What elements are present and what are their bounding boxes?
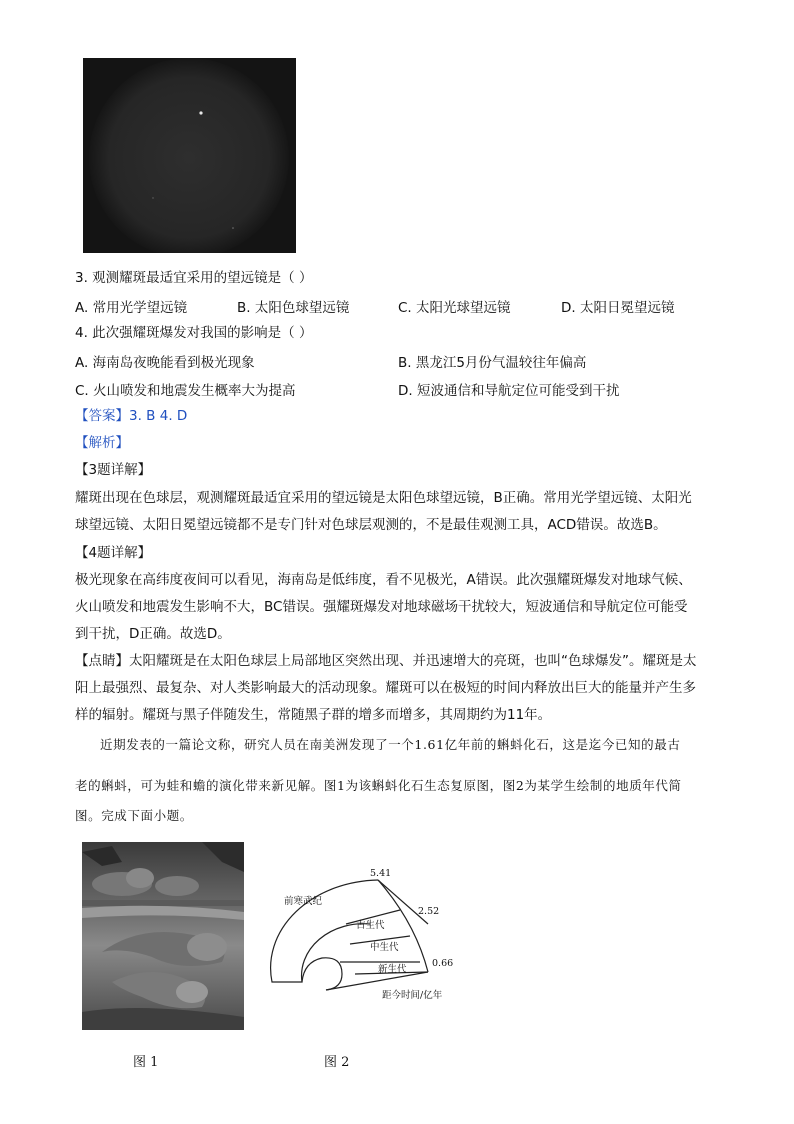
solar-flare-image xyxy=(83,58,296,253)
spiral-right-edge xyxy=(378,880,428,972)
q3-detail-title: 【3题详解】 xyxy=(75,462,152,478)
era-label-mesozoic: 中生代 xyxy=(370,942,399,953)
q4-option-d: D. 短波通信和导航定位可能受到干扰 xyxy=(398,383,620,399)
tadpole-fossil-reconstruction-image xyxy=(82,842,244,1030)
q3-question: 3. 观测耀斑最适宜采用的望远镜是（ ） xyxy=(75,270,313,286)
q4-option-b: B. 黑龙江5月份气温较往年偏高 xyxy=(398,355,587,371)
boundary-541 xyxy=(378,880,428,924)
passage-line: 图。完成下面小题。 xyxy=(75,808,193,823)
tip-line-1 xyxy=(75,651,697,671)
q4-detail-title: 【4题详解】 xyxy=(75,545,152,561)
passage-line: 老的蝌蚪，可为蛙和蟾的演化带来新见解。图1为该蝌蚪化石生态复原图，图2为某学生绘制的地质年代简 xyxy=(75,778,682,793)
q4-option-a: A. 海南岛夜晚能看到极光现象 xyxy=(75,355,255,371)
figure-1-caption: 图 1 xyxy=(133,1055,159,1070)
q3-option-b: B. 太阳色球望远镜 xyxy=(237,300,350,316)
q3-option-c: C. 太阳光球望远镜 xyxy=(398,300,511,316)
q4-detail-line: 到干扰，D正确。故选D。 xyxy=(75,626,231,642)
q3-option-d: D. 太阳日冕望远镜 xyxy=(561,300,675,316)
time-value-541: 5.41 xyxy=(370,868,392,879)
tip-label: 【点睛】 xyxy=(75,653,129,669)
q4-option-c: C. 火山喷发和地震发生概率大为提高 xyxy=(75,383,296,399)
q4-question: 4. 此次强耀斑爆发对我国的影响是（ ） xyxy=(75,325,313,341)
time-value-066: 0.66 xyxy=(432,958,454,969)
era-label-precambrian: 前寒武纪 xyxy=(284,896,323,907)
era-label-cenozoic: 新生代 xyxy=(378,964,407,975)
tip-text: 太阳耀斑是在太阳色球层上局部地区突然出现、并迅速增大的亮斑，也叫“色球爆发”。耀斑是太 xyxy=(129,653,697,669)
q4-detail-line: 极光现象在高纬度夜间可以看见，海南岛是低纬度，看不见极光，A错误。此次强耀斑爆发对地球气候、 xyxy=(75,572,692,588)
q3-detail-line: 球望远镜、太阳日冕望远镜都不是专门针对色球层观测的，不是最佳观测工具，ACD错误。故选B。 xyxy=(75,517,667,533)
answer-line: 【答案】3. B 4. D xyxy=(75,408,188,424)
era-label-paleozoic: 古生代 xyxy=(356,920,385,931)
q4-detail-line: 火山喷发和地震发生影响不大，BC错误。强耀斑爆发对地球磁场干扰较大，短波通信和导航定位可能受 xyxy=(75,599,688,615)
tip-line: 样的辐射。耀斑与黑子伴随发生，常随黑子群的增多而增多，其周期约为11年。 xyxy=(75,707,552,723)
q3-option-a: A. 常用光学望远镜 xyxy=(75,300,188,316)
analysis-label: 【解析】 xyxy=(75,435,129,451)
passage-line: 近期发表的一篇论文称，研究人员在南美洲发现了一个1.61亿年前的蝌蚪化石，这是迄今已知的最古 xyxy=(100,737,681,752)
tip-line: 阳上最强烈、最复杂、对人类影响最大的活动现象。耀斑可以在极短的时间内释放出巨大的能量并产生多 xyxy=(75,680,696,696)
time-value-252: 2.52 xyxy=(418,906,440,917)
spiral-inner-curl xyxy=(302,958,342,990)
figure-2-caption: 图 2 xyxy=(324,1055,350,1070)
time-axis-label: 距今时间/亿年 xyxy=(382,990,443,1001)
q3-detail-line: 耀斑出现在色球层，观测耀斑最适宜采用的望远镜是太阳色球望远镜，B正确。常用光学望远镜、太阳光 xyxy=(75,490,692,506)
geologic-time-spiral-diagram xyxy=(250,862,470,1007)
